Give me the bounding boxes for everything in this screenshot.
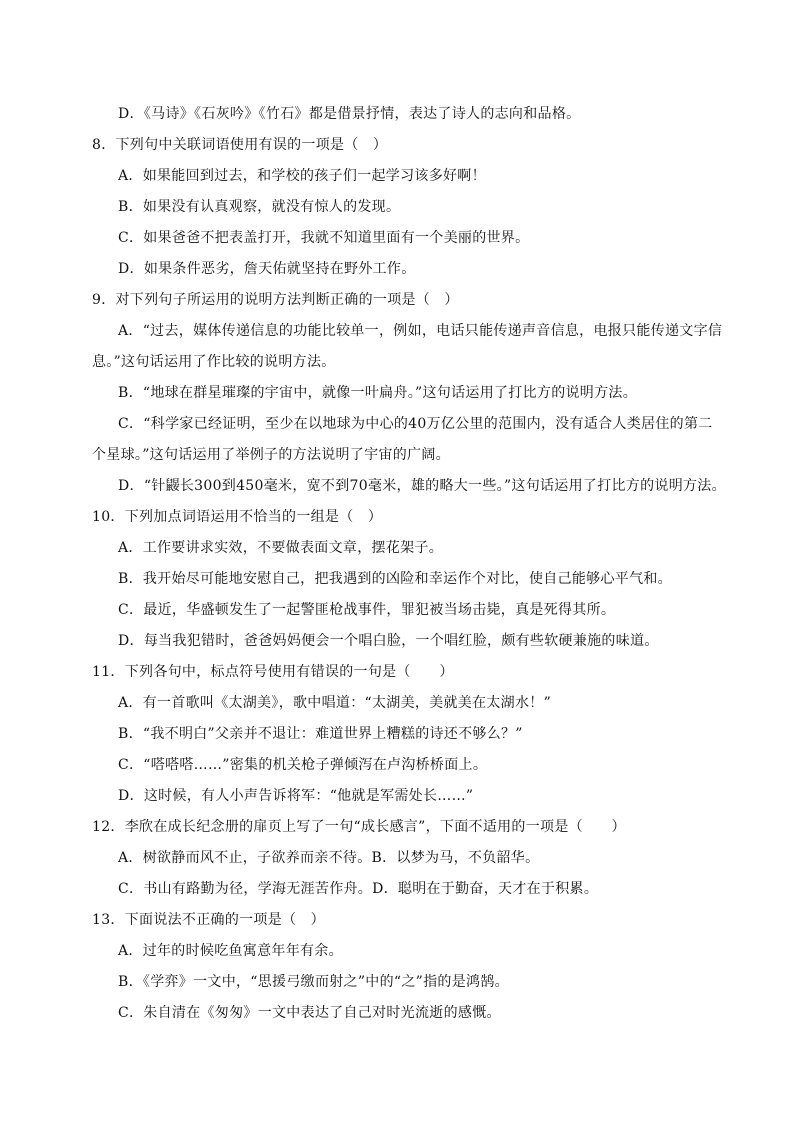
q10-option-b: B．我开始尽可能地安慰自己，把我遇到的凶险和幸运作个对比，使自己能够心平气和。 <box>118 571 672 587</box>
q9-option-a-cont: 息。”这句话运用了作比较的说明方法。 <box>92 354 336 370</box>
q9-option-c: C．“科学家已经证明，至少在以地球为中心的40万亿公里的范围内，没有适合人类居住的第二 <box>118 416 713 432</box>
q10-option-c: C．最近，华盛顿发生了一起警匪枪战事件，罪犯被当场击毙，真是死得其所。 <box>118 602 616 618</box>
q8-option-c: C．如果爸爸不把表盖打开，我就不知道里面有一个美丽的世界。 <box>118 230 530 246</box>
q13-option-a: A．过年的时候吃鱼寓意年年有余。 <box>118 943 343 959</box>
q10-option-d: D．每当我犯错时，爸爸妈妈便会一个唱白脸，一个唱红脸，颇有些软硬兼施的味道。 <box>118 633 659 649</box>
q11-option-a: A．有一首歌叫《太湖美》，歌中唱道：“太湖美，美就美在太湖水！” <box>118 695 552 711</box>
q9-option-c-cont: 个星球。”这句话运用了举例子的方法说明了宇宙的广阔。 <box>92 447 450 463</box>
q11-option-c: C．“嗒嗒嗒……”密集的机关枪子弹倾泻在卢沟桥桥面上。 <box>118 757 488 773</box>
q9-option-a: A．“过去，媒体传递信息的功能比较单一，例如，电话只能传递声音信息，电报只能传递文字信 <box>118 323 723 339</box>
q12-options-ab: A．树欲静而风不止，子欲养而亲不待。B．以梦为马，不负韶华。 <box>118 850 540 866</box>
q10-prompt: 10．下列加点词语运用不恰当的一组是（ ） <box>92 509 383 525</box>
q8-option-d: D．如果条件恶劣，詹天佑就坚持在野外工作。 <box>118 261 416 277</box>
q12-prompt: 12．李欣在成长纪念册的扉页上写了一句“成长感言”，下面不适用的一项是（ ） <box>92 819 626 835</box>
q8-option-a: A．如果能回到过去，和学校的孩子们一起学习该多好啊！ <box>118 168 486 184</box>
q9-option-b: B．“地球在群星璀璨的宇宙中，就像一叶扁舟。”这句话运用了打比方的说明方法。 <box>118 385 637 401</box>
q13-prompt: 13．下面说法不正确的一项是（ ） <box>92 912 325 928</box>
q9-prompt: 9．对下列句子所运用的说明方法判断正确的一项是（ ） <box>92 292 459 308</box>
q11-option-d: D．这时候，有人小声告诉将军：“他就是军需处长……” <box>118 788 474 804</box>
q10-option-a: A．工作要讲求实效，不要做表面文章，摆花架子。 <box>118 540 444 556</box>
q11-option-b: B．“我不明白”父亲并不退让：难道世界上糟糕的诗还不够么？” <box>118 726 523 742</box>
q12-options-cd: C．书山有路勤为径，学海无涯苦作舟。D．聪明在于勤奋，天才在于积累。 <box>118 881 599 897</box>
q11-prompt: 11．下列各句中，标点符号使用有错误的一句是（ ） <box>92 664 454 680</box>
q8-prompt: 8．下列句中关联词语使用有误的一项是（ ） <box>92 137 388 153</box>
q7-option-d: D．《马诗》《石灰吟》《竹石》都是借景抒情，表达了诗人的志向和品格。 <box>118 106 581 122</box>
q13-option-c: C．朱自清在《匆匆》一文中表达了自己对时光流逝的感慨。 <box>118 1005 501 1021</box>
q13-option-b: B．《学弈》一文中，“思援弓缴而射之”中的“之”指的是鸿鹄。 <box>118 974 509 990</box>
q8-option-b: B．如果没有认真观察，就没有惊人的发现。 <box>118 199 401 215</box>
q9-option-d: D．“针鼹长300到450毫米，宽不到70毫米，雄的略大一些。”这句话运用了打比方的说明方法。 <box>118 478 726 494</box>
